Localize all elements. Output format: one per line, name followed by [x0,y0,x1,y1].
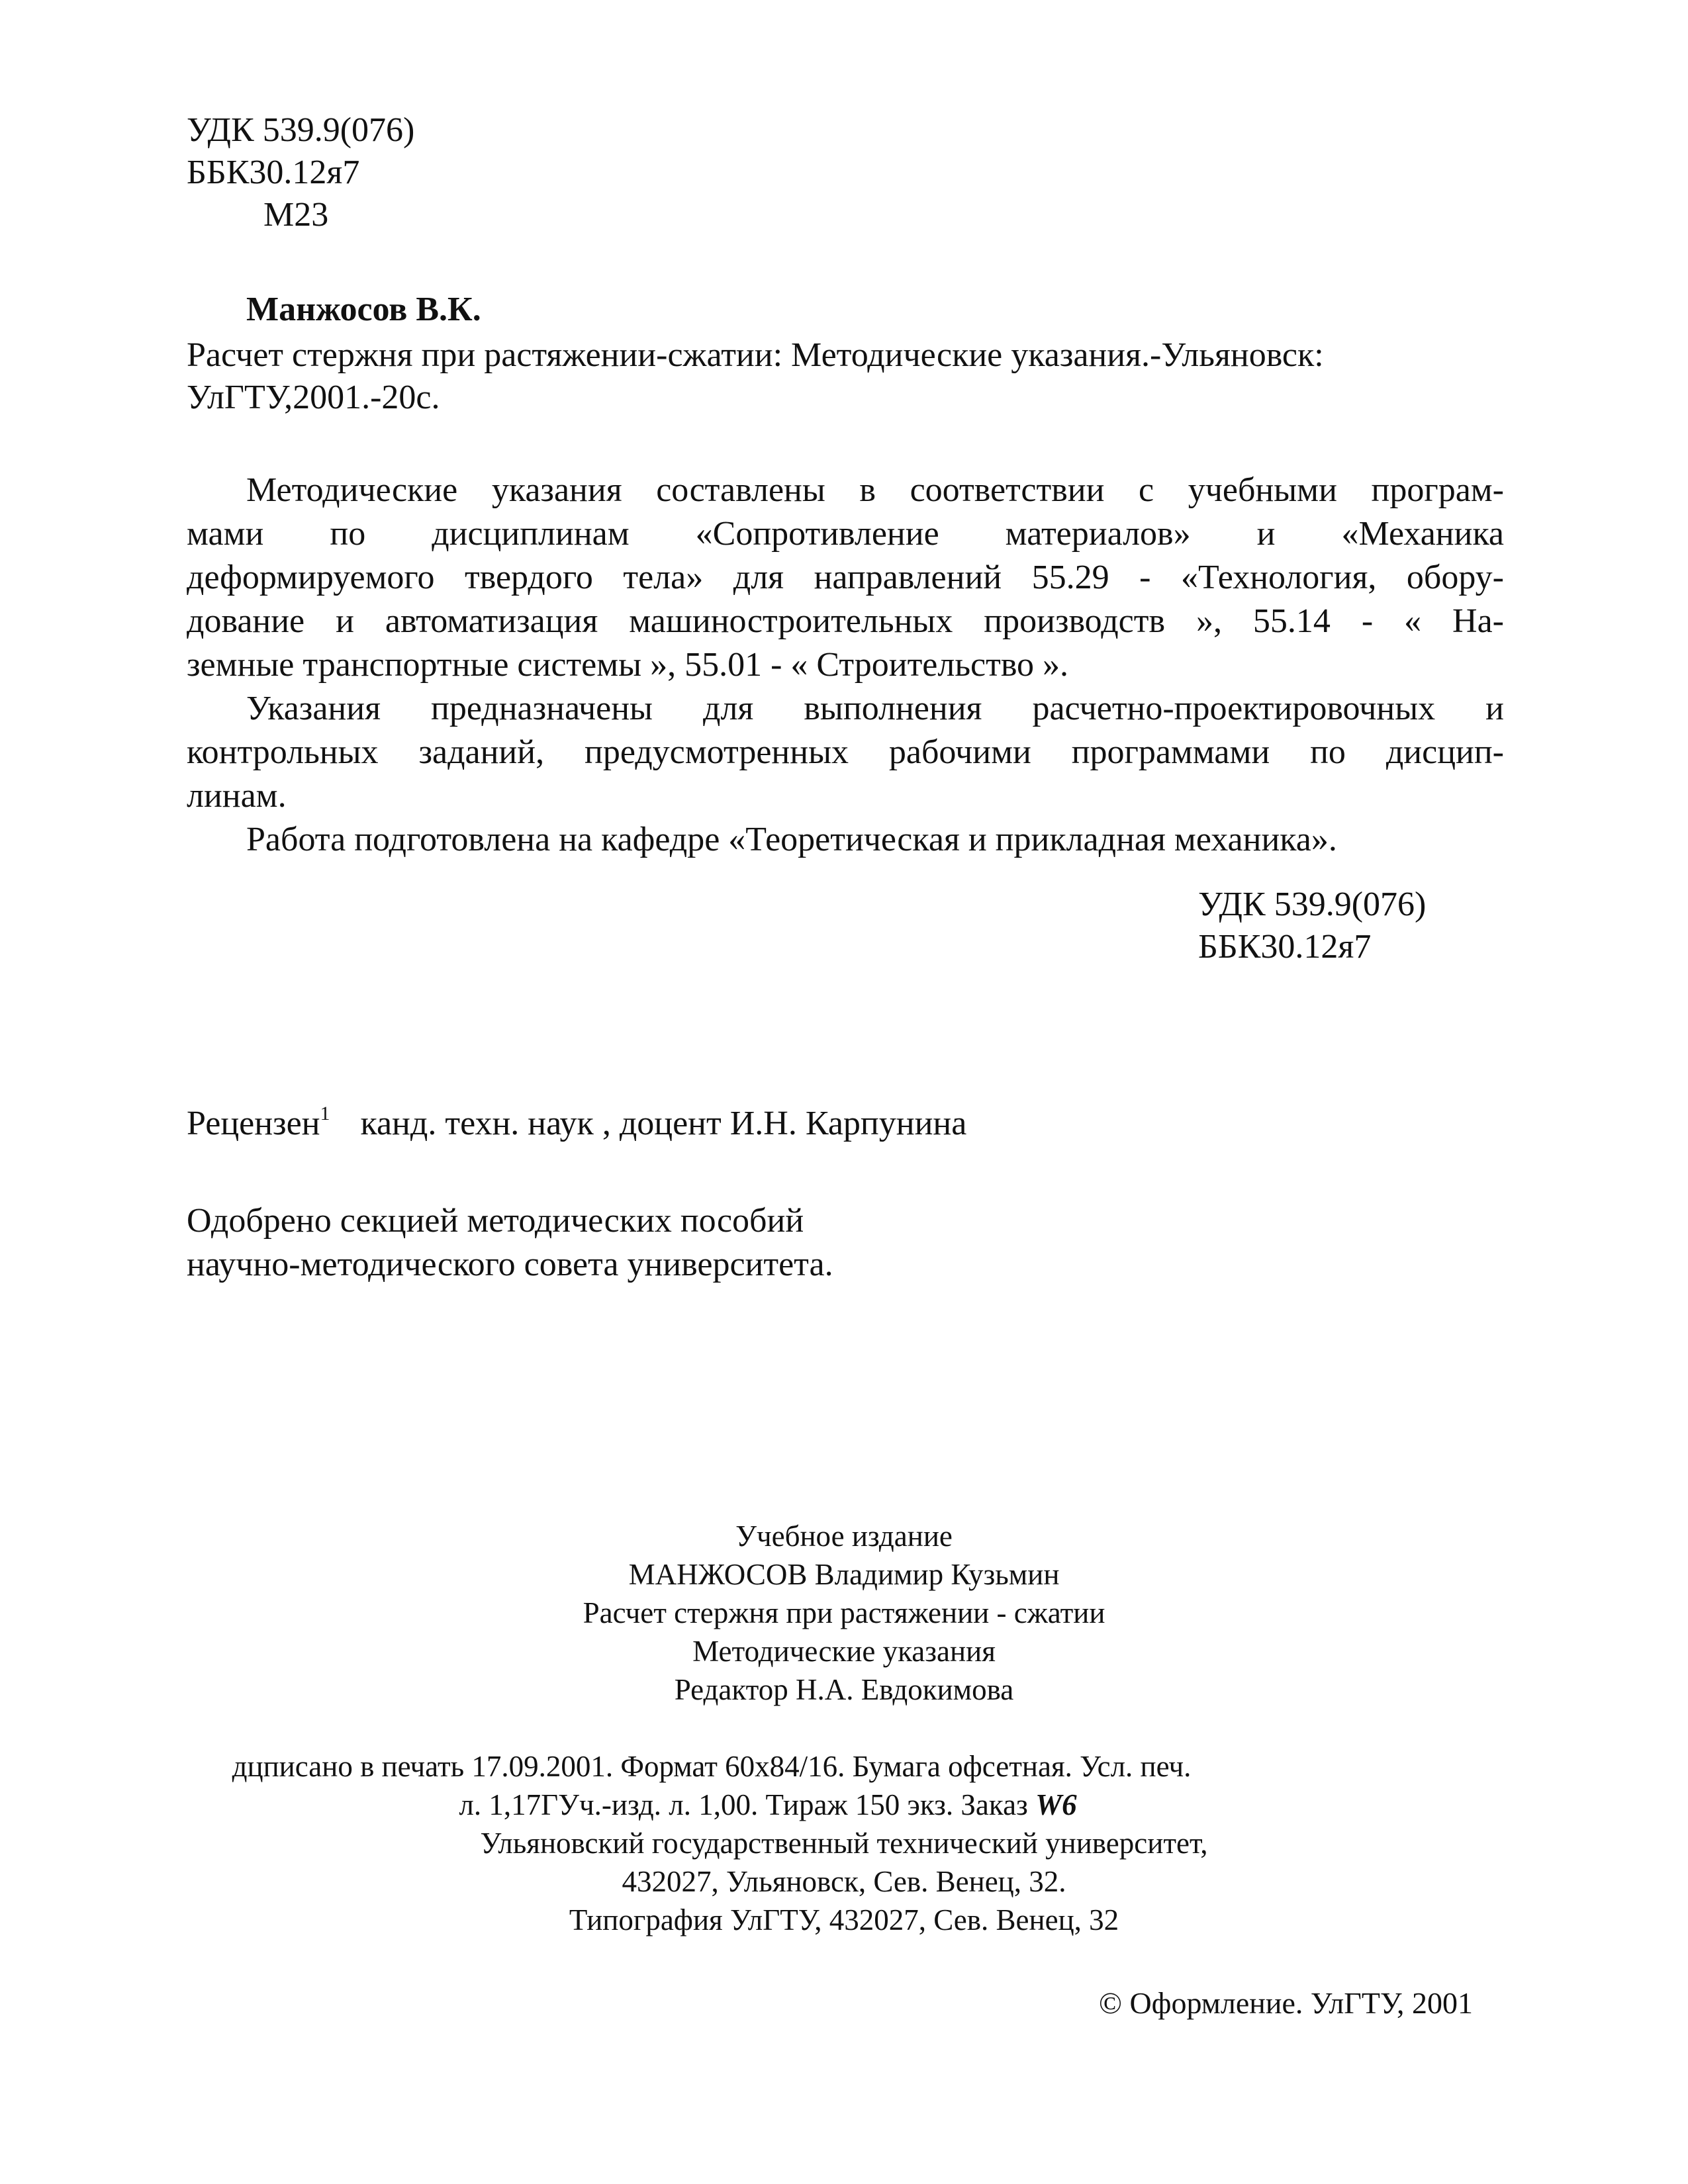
classification-header [187,109,414,236]
udk-code: УДК 539.9(076) [187,111,415,149]
reviewer-line [187,1104,966,1143]
print-line-1: дцписано в печать 17.09.2001. Формат 60x84/16. Бумага офсетная. Усл. печ. [232,1750,1192,1783]
approval-line-2: научно-методического совета университета. [187,1246,833,1283]
print-line-5: Типография УлГТУ, 432027, Сев. Венец, 32 [569,1903,1119,1936]
print-line-3: Ульяновский государственный технический университет, [480,1827,1208,1860]
bbk-code: ББК30.12я7 [187,154,360,191]
bibliographic-citation [187,334,1504,419]
author-name: Манжосов В.К. [246,291,481,328]
abstract-p1-line: дование и автоматизация машиностроительных производств », 55.14 - « На- [187,602,1504,640]
copyright-notice: © Оформление. УлГТУ, 2001 [1099,1986,1474,2020]
udk-code-right: УДК 539.9(076) [1198,886,1427,923]
edition-type: Учебное издание [735,1520,953,1553]
author-mark: М23 [263,196,329,234]
editor-name: Редактор Н.А. Евдокимова [674,1673,1014,1706]
reviewer-label: Рецензен [187,1105,320,1142]
print-details [0,1747,1688,1939]
print-line-2 [0,1786,1612,1824]
abstract [187,469,1504,862]
abstract-p2-line: линам. [187,777,287,815]
print-line-4: 432027, Ульяновск, Сев. Венец, 32. [622,1865,1066,1898]
colophon [0,1517,1688,1709]
citation-line-2: УлГТУ,2001.-20с. [187,379,440,416]
abstract-p1-line: Методические указания составлены в соответствии с учебными програм- [246,471,1504,509]
footnote-mark: 1 [320,1103,330,1124]
abstract-p1-line: деформируемого твердого тела» для направлений 55.29 - «Технология, обору- [187,559,1504,596]
approval-line-1: Одобрено секцией методических пособий [187,1202,804,1240]
citation-line-1: Расчет стержня при растяжении-сжатии: Методические указания.-Ульяновск: [187,336,1324,374]
order-number: W6 [1035,1788,1077,1821]
abstract-p1-line: мами по дисциплинам «Сопротивление материалов» и «Механика [187,515,1504,553]
abstract-p3: Работа подготовлена на кафедре «Теоретическая и прикладная механика». [246,821,1337,858]
abstract-p2-line: Указания предназначены для выполнения расчетно-проектировочных и [246,690,1504,727]
print-line-2-text: л. 1,17ГУч.-изд. л. 1,00. Тираж 150 экз. Заказ [459,1788,1036,1821]
publication-title: Расчет стержня при растяжении - сжатии [583,1596,1105,1629]
author-full-name: МАНЖОСОВ Владимир Кузьмин [628,1558,1060,1591]
abstract-p1-line: земные транспортные системы », 55.01 - « Строительство ». [187,646,1069,684]
approval-note [187,1199,833,1287]
publication-subtitle: Методические указания [692,1635,996,1668]
reviewer-text: канд. техн. наук , доцент И.Н. Карпунина [360,1105,967,1142]
abstract-p2-line: контрольных заданий, предусмотренных рабочими программами по дисцип- [187,733,1504,771]
bbk-code-right: ББК30.12я7 [1198,928,1372,966]
classification-right [1198,884,1426,968]
